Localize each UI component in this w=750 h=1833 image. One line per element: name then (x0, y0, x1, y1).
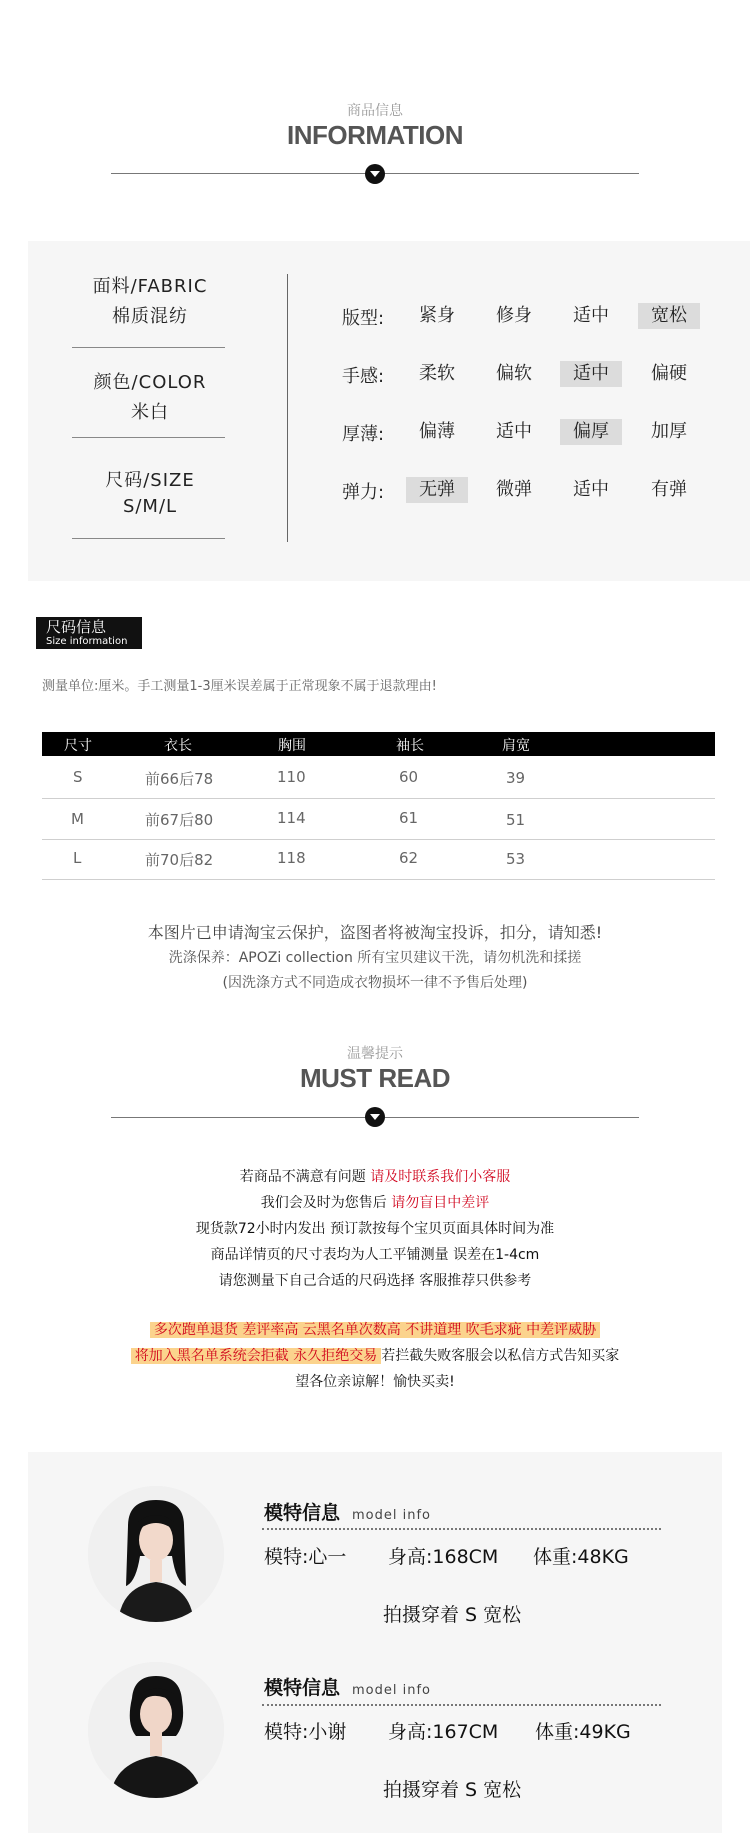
mustread-line: 现货款72小时内发出 预订款按每个宝贝页面具体时间为准 (195, 1221, 555, 1237)
fabric-value: 棉质混纺 (112, 306, 188, 327)
size-label: 尺码/SIZE (105, 470, 195, 491)
copyright-notice: 本图片已申请淘宝云保护，盗图者将被淘宝投诉，扣分，请知悉! (147, 923, 603, 942)
table-cell: 51 (506, 811, 526, 829)
attr-option-selected: 偏厚 (560, 419, 622, 445)
chevron-down-icon (365, 1107, 385, 1127)
table-header-cell: 肩宽 (502, 738, 530, 754)
size-info-tag (36, 617, 142, 649)
attr-option: 适中 (573, 479, 609, 500)
attr-option: 适中 (496, 421, 532, 442)
table-cell: 61 (399, 809, 419, 827)
model-name: 模特:心一 (264, 1546, 347, 1568)
model-info-divider (262, 1704, 661, 1706)
attr-label-fit: 版型: (342, 308, 385, 329)
attr-option-selected: 适中 (560, 361, 622, 387)
model-name: 模特:小谢 (264, 1721, 347, 1743)
mustread-text: 若拦截失败客服会以私信方式告知买家 (381, 1348, 620, 1364)
color-label: 颜色/COLOR (93, 372, 207, 393)
mustread-text: 我们会及时为您售后 (260, 1195, 387, 1211)
mustread-section-subtitle: 温馨提示 (347, 1046, 403, 1062)
mustread-line (0, 1192, 750, 1212)
attr-option: 有弹 (651, 479, 687, 500)
attr-option: 适中 (573, 305, 609, 326)
model-info-title: 模特信息 (264, 1677, 341, 1699)
table-cell: M (71, 810, 84, 828)
table-row-divider (42, 798, 715, 799)
chevron-down-icon (365, 164, 385, 184)
info-section-subtitle: 商品信息 (347, 103, 403, 119)
table-header-cell: 尺寸 (64, 738, 92, 754)
avatar (88, 1662, 224, 1798)
warning-highlight: 将加入黑名单系统会拒截 永久拒绝交易 (131, 1348, 381, 1364)
attr-option: 偏薄 (419, 421, 455, 442)
attr-label-thickness: 厚薄: (342, 424, 385, 445)
table-row-divider (42, 839, 715, 840)
attr-label-elasticity: 弹力: (342, 482, 385, 503)
table-cell: 118 (277, 849, 306, 867)
color-value: 米白 (131, 402, 169, 423)
mustread-line (0, 1166, 750, 1186)
table-cell: S (73, 768, 83, 786)
model-info-title-en: model info (352, 1683, 431, 1698)
fabric-label: 面料/FABRIC (92, 276, 208, 297)
table-cell: 39 (506, 769, 526, 787)
size-info-tag-cn: 尺码信息 (46, 618, 107, 636)
attr-option-selected: 宽松 (638, 303, 700, 329)
mustread-warning (0, 1345, 750, 1365)
info-vertical-divider (287, 274, 288, 542)
attr-option: 偏软 (496, 363, 532, 384)
info-left-divider (72, 437, 225, 438)
mustread-text-red: 请勿盲目中差评 (391, 1195, 490, 1211)
mustread-warning (0, 1319, 750, 1339)
model-weight: 体重:48KG (533, 1546, 629, 1568)
attr-option: 微弹 (496, 479, 532, 500)
attr-option: 修身 (496, 305, 532, 326)
table-cell: 前67后80 (145, 811, 214, 829)
avatar (88, 1486, 224, 1622)
model-info-title-en: model info (352, 1508, 431, 1523)
model-info-divider (262, 1528, 661, 1530)
size-value: S/M/L (122, 496, 178, 517)
info-left-divider (72, 538, 225, 539)
model-height: 身高:168CM (388, 1546, 499, 1568)
model-wear-size: 拍摄穿着 S 宽松 (383, 1604, 522, 1626)
attr-label-feel: 手感: (342, 366, 385, 387)
table-header-cell: 胸围 (278, 738, 306, 754)
size-table-header (42, 732, 715, 756)
mustread-text-red: 请及时联系我们小客服 (370, 1169, 511, 1185)
table-cell: L (73, 849, 82, 867)
mustread-section-title: MUST READ (299, 1063, 451, 1093)
table-header-cell: 袖长 (396, 738, 424, 754)
warning-highlight: 多次跑单退货 差评率高 云黑名单次数高 不讲道理 吹毛求疵 中差评威胁 (150, 1322, 600, 1338)
table-cell: 53 (506, 850, 526, 868)
table-cell: 60 (399, 768, 419, 786)
table-cell: 114 (277, 809, 306, 827)
table-cell: 110 (277, 768, 306, 786)
table-header-cell: 衣长 (164, 738, 192, 754)
attr-option: 柔软 (419, 363, 455, 384)
table-cell: 前70后82 (145, 851, 214, 869)
mustread-line: 商品详情页的尺寸表均为人工平铺测量 误差在1-4cm (210, 1247, 540, 1263)
info-section-title: INFORMATION (287, 120, 463, 150)
measure-note: 测量单位:厘米。手工测量1-3厘米误差属于正常现象不属于退款理由! (42, 679, 437, 694)
attr-option: 加厚 (651, 421, 687, 442)
attr-option: 紧身 (419, 305, 455, 326)
washing-care-note: 洗涤保养：APOZi collection 所有宝贝建议干洗，请勿机洗和揉搓 (168, 950, 582, 966)
table-row-divider (42, 879, 715, 880)
mustread-line: 请您测量下自己合适的尺码选择 客服推荐只供参考 (218, 1273, 532, 1289)
washing-disclaimer: (因洗涤方式不同造成衣物损坏一律不予售后处理) (222, 975, 528, 991)
model-wear-size: 拍摄穿着 S 宽松 (383, 1779, 522, 1801)
mustread-text: 若商品不满意有问题 (239, 1169, 366, 1185)
mustread-line: 望各位亲谅解！愉快买卖! (295, 1374, 455, 1390)
model-weight: 体重:49KG (535, 1721, 631, 1743)
table-cell: 前66后78 (145, 770, 214, 788)
attr-option: 偏硬 (651, 363, 687, 384)
table-cell: 62 (399, 849, 419, 867)
attr-option-selected: 无弹 (406, 477, 468, 503)
info-left-divider (72, 347, 225, 348)
size-info-tag-en: Size information (46, 636, 128, 647)
model-info-title: 模特信息 (264, 1502, 341, 1524)
model-height: 身高:167CM (388, 1721, 499, 1743)
